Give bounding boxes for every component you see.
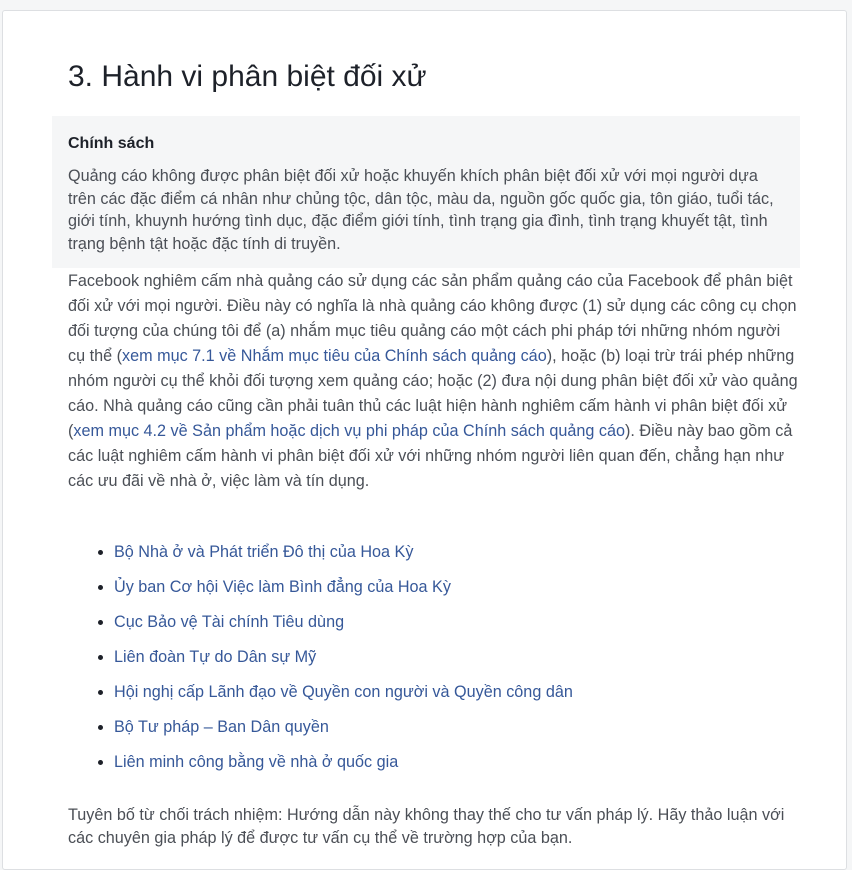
organization-link[interactable]: Bộ Tư pháp – Ban Dân quyền	[114, 718, 329, 736]
list-item	[114, 535, 573, 570]
section-title: 3. Hành vi phân biệt đối xử	[68, 60, 427, 93]
organization-link[interactable]: Ủy ban Cơ hội Việc làm Bình đẳng của Hoa Kỳ	[114, 578, 451, 596]
body-paragraph	[68, 269, 800, 494]
policy-box	[52, 116, 800, 268]
body-text-part-1: Facebook nghiêm cấm nhà quảng cáo sử dụng các sản phẩm quảng cáo của Facebook để phân biệt đối xử với mọi người. Điều này có nghĩa là nhà quảng cáo không được (1) sử dụng các công cụ chọn đối tượng của chúng tôi để (a) nhắm mục tiêu quảng cáo một cách phi pháp tới những nhóm người cụ thể (	[68, 272, 797, 365]
list-item	[114, 640, 573, 675]
organization-link[interactable]: Liên minh công bằng về nhà ở quốc gia	[114, 753, 399, 771]
organization-link[interactable]: Bộ Nhà ở và Phát triển Đô thị của Hoa Kỳ	[114, 543, 414, 561]
content-card	[2, 10, 847, 870]
organization-link[interactable]: Cục Bảo vệ Tài chính Tiêu dùng	[114, 613, 345, 631]
disclaimer-text: Tuyên bố từ chối trách nhiệm: Hướng dẫn này không thay thế cho tư vấn pháp lý. Hãy thảo luận với các chuyên gia pháp lý để được tư vấn cụ thể về trường hợp của bạn.	[68, 806, 785, 847]
body-text-part-3: ). Điều này bao gồm cả các luật nghiêm cấm hành vi phân biệt đối xử với những nhóm người liên quan đến, chẳng hạn như các ưu đãi về nhà ở, việc làm và tín dụng.	[68, 422, 793, 490]
list-item	[114, 745, 573, 780]
illegal-products-policy-link[interactable]: xem mục 4.2 về Sản phẩm hoặc dịch vụ phi pháp của Chính sách quảng cáo	[73, 422, 626, 440]
organizations-list	[98, 535, 573, 780]
list-item	[114, 570, 573, 605]
list-item	[114, 710, 573, 745]
list-item	[114, 605, 573, 640]
body-text-part-2: ), hoặc (b) loại trừ trái phép những nhóm người cụ thể khỏi đối tượng xem quảng cáo; hoặc (2) đưa nội dung phân biệt đối xử vào quảng cáo. Nhà quảng cáo cũng cần phải tuân thủ các luật hiện hành nghiêm cấm hành vi phân biệt đối xử (	[68, 347, 798, 440]
organization-link[interactable]: Hội nghị cấp Lãnh đạo về Quyền con người và Quyền công dân	[114, 683, 573, 701]
organization-link[interactable]: Liên đoàn Tự do Dân sự Mỹ	[114, 648, 317, 666]
list-item	[114, 675, 573, 710]
policy-heading: Chính sách	[68, 135, 155, 152]
policy-text: Quảng cáo không được phân biệt đối xử hoặc khuyến khích phân biệt đối xử với mọi người dựa trên các đặc điểm cá nhân như chủng tộc, dân tộc, màu da, nguồn gốc quốc gia, tôn giáo, tuổi tác, giới tính, khuynh hướng tình dục, đặc điểm giới tính, tình trạng gia đình, tình trạng khuyết tật, tình trạng bệnh tật hoặc đặc tính di truyền.	[68, 167, 774, 253]
targeting-policy-link[interactable]: xem mục 7.1 về Nhắm mục tiêu của Chính sách quảng cáo	[122, 347, 547, 365]
